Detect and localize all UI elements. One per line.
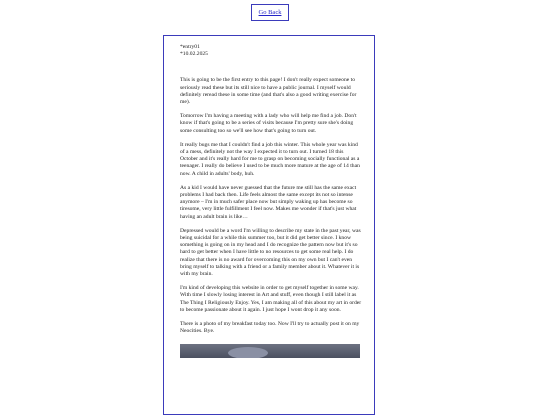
entry-paragraph: It really bugs me that I couldn't find a job this winter. This whole year was kind of a mess, definitely not the way I expected it to turn out. I turned 18 this October and it's really hard for me to grasp on becoming socially functional as a teenager. I really do believe I used to be much more mature at the age of 14 than now. A child in adults' body, huh. [180, 141, 360, 177]
entry-paragraph: Depressed would be a word I'm willing to describe my state in the past year, was being suicidal for a while this summer too, but it did get better since. I know something is going on in my head and I do recognize the pattern now but it's so hard to get better when I have little to no resources to get some real help. I do realize that there is no award for overcoming this on my own but I can't even bring myself to talking with a friend or a family member about it. Whatever it is with my brain. [180, 227, 361, 278]
entry-id: *entry01 [180, 44, 200, 50]
entry-paragraph: There is a photo of my breakfast today too. Now I'll try to actually post it on my Neocities. Bye. [180, 321, 360, 335]
go-back-box[interactable] [251, 4, 289, 21]
entry-paragraph: This is going to be the first entry to this page! I don't really expect someone to seriously read these but its still nice to have a public journal. I myself would definitely reread these in some time (and that's also a good writing exercise for me). [180, 77, 357, 106]
breakfast-photo [180, 344, 360, 358]
entry-paragraph: Tomorrow I'm having a meeting with a lady who will help me find a job. Don't know if that's going to be a series of visits because I'm pretty sure she's doing some consulting too so we'll see how that's going to turn out. [180, 113, 357, 134]
journal-entry [163, 35, 375, 415]
entry-date: *10.02.2025 [180, 51, 208, 58]
go-back-link[interactable]: Go Back [258, 9, 282, 16]
entry-paragraph: I'm kind of developing this website in order to get myself together in some way. With time I slowly losing interest in Art and stuff, even though I still label it as The Thing I Religiously Enjoy. Yes, I am making all of this about my art in order to become passionate about it again. I just hope I wont drop it any soon. [180, 285, 362, 313]
entry-meta [180, 44, 362, 58]
photo-plate-shape [228, 347, 268, 358]
entry-paragraph: As a kid I would have never guessed that the future me still has the same exact problems I had back then. Life feels almost the same except its not so intense anymore – I'm in much safer place now but simply waking up has become so tiresome, very little fulfillment I feel now. Makes me wonder if that's just what having an adult brain is like… [180, 184, 357, 220]
journal-entry-content [180, 44, 362, 358]
